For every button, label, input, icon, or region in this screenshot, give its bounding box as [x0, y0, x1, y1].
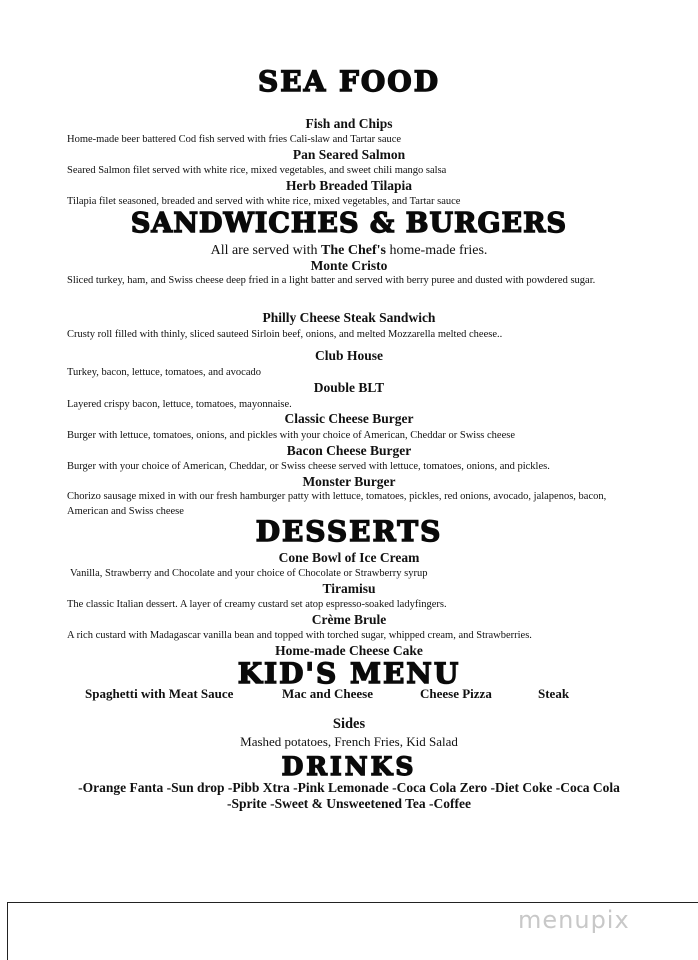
seafood-item-desc: Seared Salmon filet served with white rice, mixed vegetables, and sweet chili mango salsa — [67, 165, 447, 176]
dessert-item-name: Crème Brule — [311, 612, 387, 627]
drinks-title: DRINKS — [281, 752, 417, 781]
drinks-list: -Sprite -Sweet & Unsweetened Tea -Coffee — [226, 796, 472, 811]
sides-title: Sides — [332, 716, 366, 732]
sandwich-item-desc: Turkey, bacon, lettuce, tomatoes, and avocado — [67, 367, 261, 378]
dessert-item-name: Home-made Cheese Cake — [275, 643, 423, 658]
desserts-title: DESSERTS — [255, 515, 443, 548]
sandwich-item-desc: Sliced turkey, ham, and Swiss cheese deep fried in a light batter and served with berry puree and dusted with powdered sugar. — [67, 275, 596, 286]
subtitle-text: All are served with — [210, 243, 321, 258]
sandwiches-subtitle — [0, 242, 698, 259]
sandwich-item-name: Club House — [315, 348, 383, 363]
dessert-item-desc: Vanilla, Strawberry and Chocolate and your choice of Chocolate or Strawberry syrup — [70, 568, 428, 579]
sandwich-item-desc: Burger with your choice of American, Cheddar, or Swiss cheese served with lettuce, tomatoes, onions, and pickles. — [67, 461, 550, 472]
dessert-item-desc: A rich custard with Madagascar vanilla bean and topped with torched sugar, whipped cream, and Strawberries. — [67, 630, 532, 641]
sandwich-item-desc: Chorizo sausage mixed in with our fresh hamburger patty with lettuce, tomatoes, pickles, red onions, avocado, jalapenos, bacon, American and Swiss cheese — [67, 491, 607, 517]
sandwich-item-name: Double BLT — [313, 380, 385, 395]
sandwich-item-desc: Burger with lettuce, tomatoes, onions, and pickles with your choice of American, Cheddar or Swiss cheese — [67, 430, 515, 441]
sandwiches-title: SANDWICHES & BURGERS — [130, 208, 568, 239]
sandwich-item-name: Monte Cristo — [310, 258, 388, 273]
kids-item: Steak — [538, 686, 570, 701]
kids-item: Mac and Cheese — [282, 686, 373, 701]
watermark: menupix — [518, 906, 630, 934]
kids-item: Spaghetti with Meat Sauce — [85, 686, 234, 701]
sandwich-item-desc: Layered crispy bacon, lettuce, tomatoes, mayonnaise. — [67, 399, 292, 410]
seafood-item-desc: Tilapia filet seasoned, breaded and served with white rice, mixed vegetables, and Tartar sauce — [67, 196, 461, 207]
dessert-item-desc: The classic Italian dessert. A layer of creamy custard set atop espresso-soaked ladyfingers. — [67, 599, 447, 610]
subtitle-text: home-made fries. — [385, 243, 488, 258]
sandwich-item-desc: Crusty roll filled with thinly, sliced sauteed Sirloin beef, onions, and melted Mozzarella melted cheese.. — [67, 329, 503, 340]
page-bottom-edge — [7, 902, 698, 903]
sandwich-item-name: Bacon Cheese Burger — [286, 443, 412, 458]
dessert-item-name: Tiramisu — [322, 581, 376, 596]
page-left-edge — [7, 902, 8, 960]
seafood-item-desc: Home-made beer battered Cod fish served with fries Cali-slaw and Tartar sauce — [67, 134, 402, 145]
subtitle-chef: The Chef's — [321, 243, 386, 258]
seafood-title: SEA FOOD — [258, 65, 440, 98]
seafood-item-name: Herb Breaded Tilapia — [285, 178, 413, 193]
seafood-item-name: Pan Seared Salmon — [292, 147, 406, 162]
sandwich-item-name: Monster Burger — [302, 474, 396, 489]
dessert-item-name: Cone Bowl of Ice Cream — [278, 550, 420, 565]
sandwich-item-name: Philly Cheese Steak Sandwich — [262, 310, 436, 325]
kids-title: KID'S MENU — [237, 657, 461, 690]
drinks-list: -Orange Fanta -Sun drop -Pibb Xtra -Pink Lemonade -Coca Cola Zero -Diet Coke -Coca Cola — [78, 780, 620, 795]
seafood-item-name: Fish and Chips — [305, 116, 393, 131]
kids-item: Cheese Pizza — [420, 686, 492, 701]
sandwich-item-name: Classic Cheese Burger — [284, 411, 414, 426]
sides-list: Mashed potatoes, French Fries, Kid Salad — [240, 734, 458, 749]
